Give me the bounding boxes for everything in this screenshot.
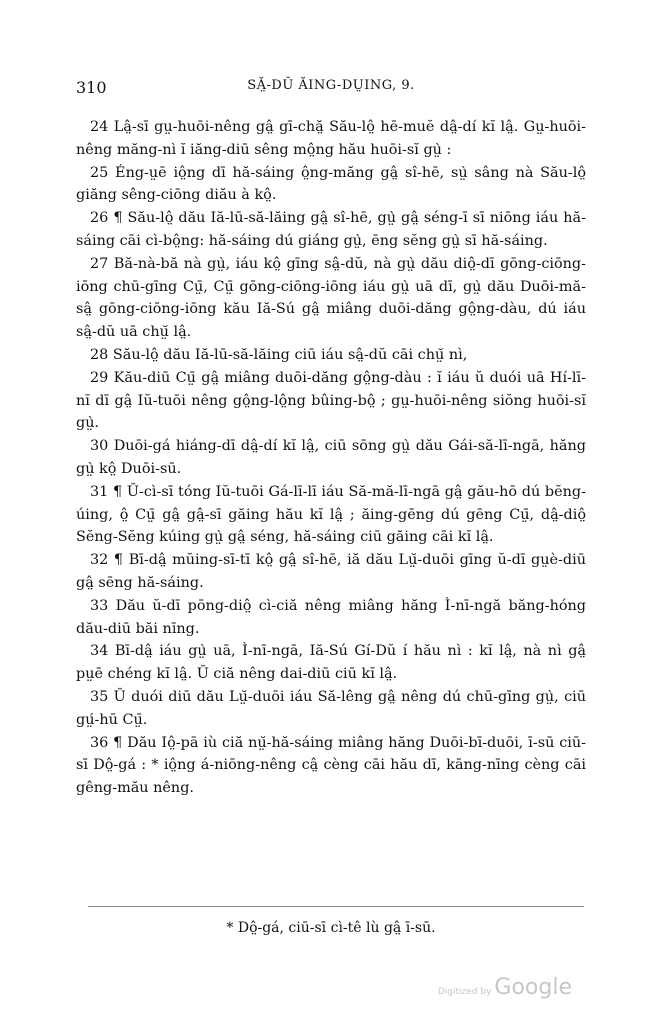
verse-30: 30 Duōi-gá hiáng-dī dâ̤-dí kĭ lâ̤, ciū sōng gṳ̀ dău Gái-să-lī-ngā, hăng gṳ̀ kô̤ Duōi-sū. [76, 438, 586, 477]
page-number: 310 [76, 78, 107, 97]
verse-36: 36 ¶ Dău Iô̤-pā iù ciă nṳ̆-hă-sáing miâng hăng Duōi-bī-duōi, ī-sū ciū-sī Dô̤-gá : * iô̤ng á-niōng-nêng câ̤ cèng cāi hău dī, kāng-nīng cèng cāi gêng-mău nêng. [76, 734, 586, 797]
running-head: SĂ̤-DŬ ĂING-DṲING, 9. [247, 78, 415, 93]
verse-31: 31 ¶ Ŭ-cì-sī tóng Iŭ-tuōi Gá-lī-lī iáu Să-mă-lī-ngā gâ̤ gău-hō dú bĕng-úing, ô̤ Cṳ̄ gâ̤ gâ̤-sī găing hău kĭ lâ̤ ; ăing-gēng dú gēng Cṳ̄, dâ̤-diô̤ Sĕng-Sĕng kúing gṳ̀ gâ̤ séng, hă-sáing ciū găing cāi kĭ lâ̤. [76, 483, 586, 546]
footnote: * Dô̤-gá, ciū-sī cì-tê lù gâ̤ ī-sū. [226, 920, 436, 936]
verse-35: 35 Ŭ duói diū dău Lṳ̆-duōi iáu Să-lêng gâ̤ nêng dú chū-gīng gṳ̀, ciū gṳ́-hū Cṳ̄. [76, 688, 586, 728]
body-text [76, 116, 586, 800]
verse-28: 28 Său-lô̤ dău Iă-lū-să-lăing ciū iáu sâ̤-dŭ cāi chṳ̆ nì, [90, 346, 468, 363]
verse-32: 32 ¶ Bī-dâ̤ mŭing-sī-tī kô̤ gâ̤ sî-hē, iă dău Lṳ̆-duōi gīng ŭ-dī gṳè-diū gâ̤ sēng hă-sáing. [76, 552, 586, 591]
verse-27: 27 Bă-nà-bă nà gṳ̀, iáu kô̤ gīng sâ̤-dŭ, nà gṳ̀ dău diô̤-dī gōng-ciōng-iōng chū-gīng Cṳ̄, Cṳ̄ gōng-ciōng-iōng iáu gṳ̀ uā dī, gṳ̀ dău Duōi-mă-sâ̤ gōng-ciōng-iōng kău Iă-Sú gâ̤ miâng duōi-dăng gô̤ng-dàu, dú iáu sâ̤-dŭ uā chṳ̆ lâ̤. [76, 255, 586, 341]
verse-29: 29 Kău-diū Cṳ̄ gâ̤ miâng duōi-dăng gô̤ng-dàu : ĭ iáu ŭ duói uā Hí-lī-nĭ dī gâ̤ Iŭ-tuōi nêng gô̤ng-lô̤ng bûing-bô̤ ; gṳ-huōi-nêng siŏng huōi-sĭ gṳ̀. [76, 369, 586, 432]
verse-34: 34 Bī-dâ̤ iáu gṳ̀ uā, Ì-nī-ngā, Iă-Sú Gí-Dŭ í hău nì : kĭ lâ̤, nà nì gâ̤ pṳē chéng kĭ lâ̤. Ŭ ciă nêng dai-diū ciū kĭ lâ̤. [76, 643, 586, 683]
watermark-google-logo: Google [494, 975, 572, 1000]
google-watermark [438, 975, 572, 1000]
verse-33: 33 Dău ŭ-dī pōng-diô̤ cì-ciă nêng miâng hăng Ì-nī-ngă băng-hóng dău-diū băi nīng. [76, 597, 586, 637]
verse-25: 25 Éng-ṳē iô̤ng dī hă-sáing ô̤ng-măng gâ̤ sî-hē, sṳ̀ sâng nà Său-lô̤ giăng sêng-ciōng diău à kô̤. [76, 164, 586, 204]
verse-26: 26 ¶ Său-lô̤ dău Iă-lū-să-lăing gâ̤ sî-hē, gṳ̀ gâ̤ séng-ī sī niōng iáu hă-sáing cāi cì-bô̤ng: hă-sáing dú giáng gṳ̀, ēng sĕng gṳ̀ sī hă-sáing. [76, 210, 586, 249]
watermark-digitized-by: Digitized by [437, 987, 492, 997]
footnote-divider [88, 906, 584, 907]
verse-24: 24 Lâ̤-sī gṳ-huōi-nêng gâ̤ gī-chă̤ Său-lô̤ hē-muĕ dâ̤-dí kĭ lâ̤. Gṳ-huōi-nêng măng-nì ĭ iăng-diū sêng mô̤ng hău huōi-sĭ gṳ̀ : [76, 119, 586, 158]
page-header [76, 78, 586, 102]
